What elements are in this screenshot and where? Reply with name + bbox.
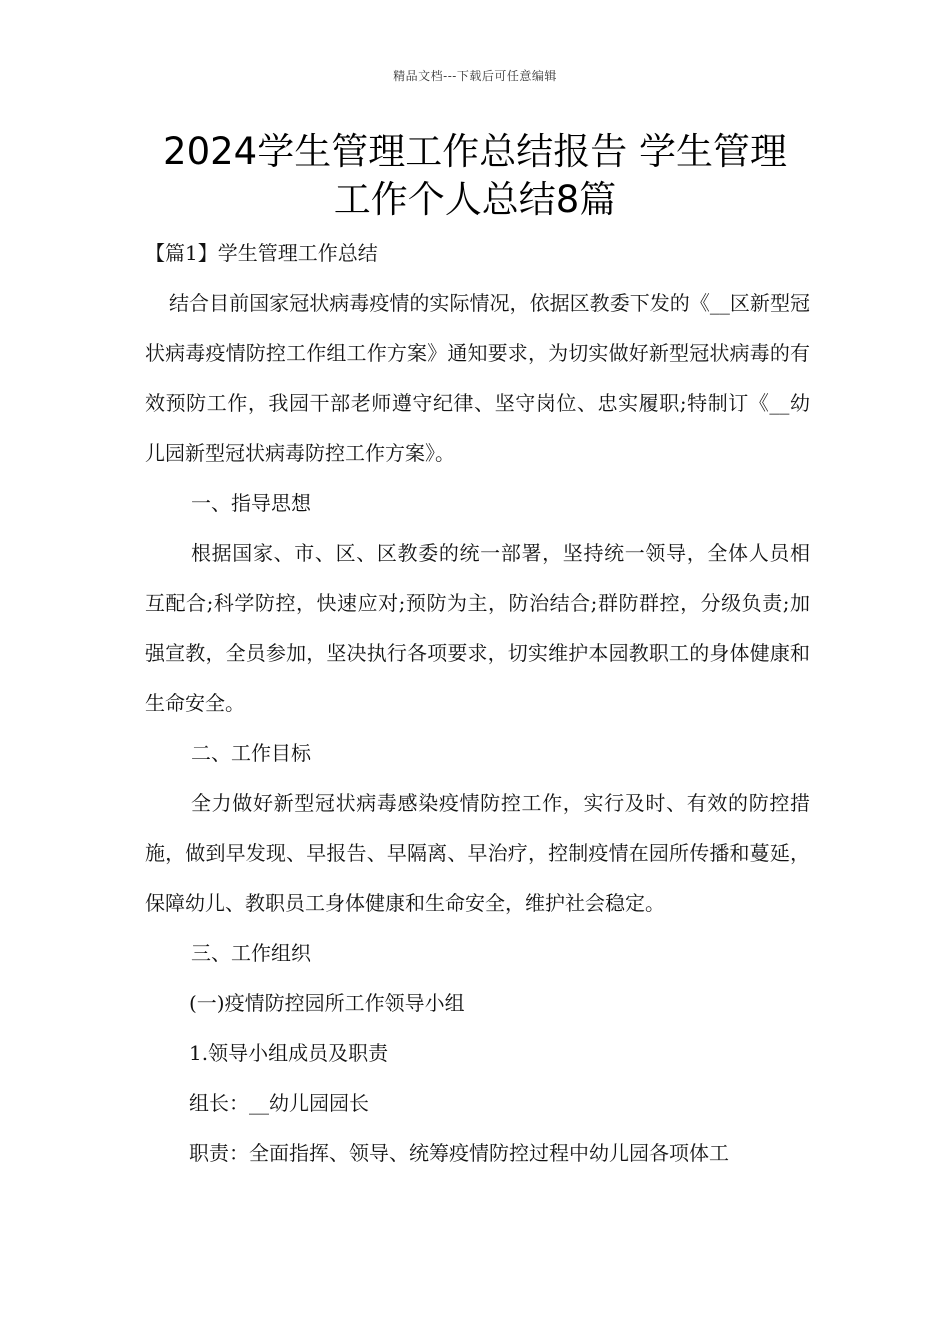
heading-work-organization: 三、工作组织 — [191, 941, 311, 965]
leader-line: 组长：__幼儿园园长 — [189, 1091, 369, 1115]
heading-work-goals: 二、工作目标 — [191, 741, 311, 765]
duty-line: 职责：全面指挥、领导、统筹疫情防控过程中幼儿园各项体工 — [189, 1141, 729, 1165]
guiding-ideology-paragraph: 根据国家、市、区、区教委的统一部署，坚持统一领导，全体人员相互配合;科学防控，快速应对;预防为主，防治结合;群防群控，分级负责;加强宣教，全员参加，坚决执行各项要求，切实维护本园教职工的身体健康和生命安全。 — [145, 541, 810, 715]
intro-paragraph: 结合目前国家冠状病毒疫情的实际情况，依据区教委下发的《__区新型冠状病毒疫情防控工作组工作方案》通知要求，为切实做好新型冠状病毒的有效预防工作，我园干部老师遵守纪律、坚守岗位、忠实履职;特制订《__幼儿园新型冠状病毒防控工作方案》。 — [145, 291, 810, 465]
header-note: 精品文档---下载后可任意编辑 — [393, 69, 557, 83]
title-line-2: 工作个人总结8篇 — [333, 178, 617, 221]
document-title — [110, 128, 840, 224]
work-goals-paragraph: 全力做好新型冠状病毒感染疫情防控工作，实行及时、有效的防控措施，做到早发现、早报告、早隔离、早治疗，控制疫情在园所传播和蔓延，保障幼儿、教职员工身体健康和生命安全，维护社会稳定。 — [145, 791, 810, 915]
title-line-1: 2024学生管理工作总结报告 学生管理 — [163, 130, 787, 173]
heading-guiding-ideology: 一、指导思想 — [191, 491, 311, 515]
subheading-leading-group: (一)疫情防控园所工作领导小组 — [189, 991, 465, 1015]
document-body — [145, 228, 810, 1178]
section-heading: 【篇1】学生管理工作总结 — [145, 241, 378, 265]
subheading-members-duties: 1.领导小组成员及职责 — [189, 1041, 389, 1065]
